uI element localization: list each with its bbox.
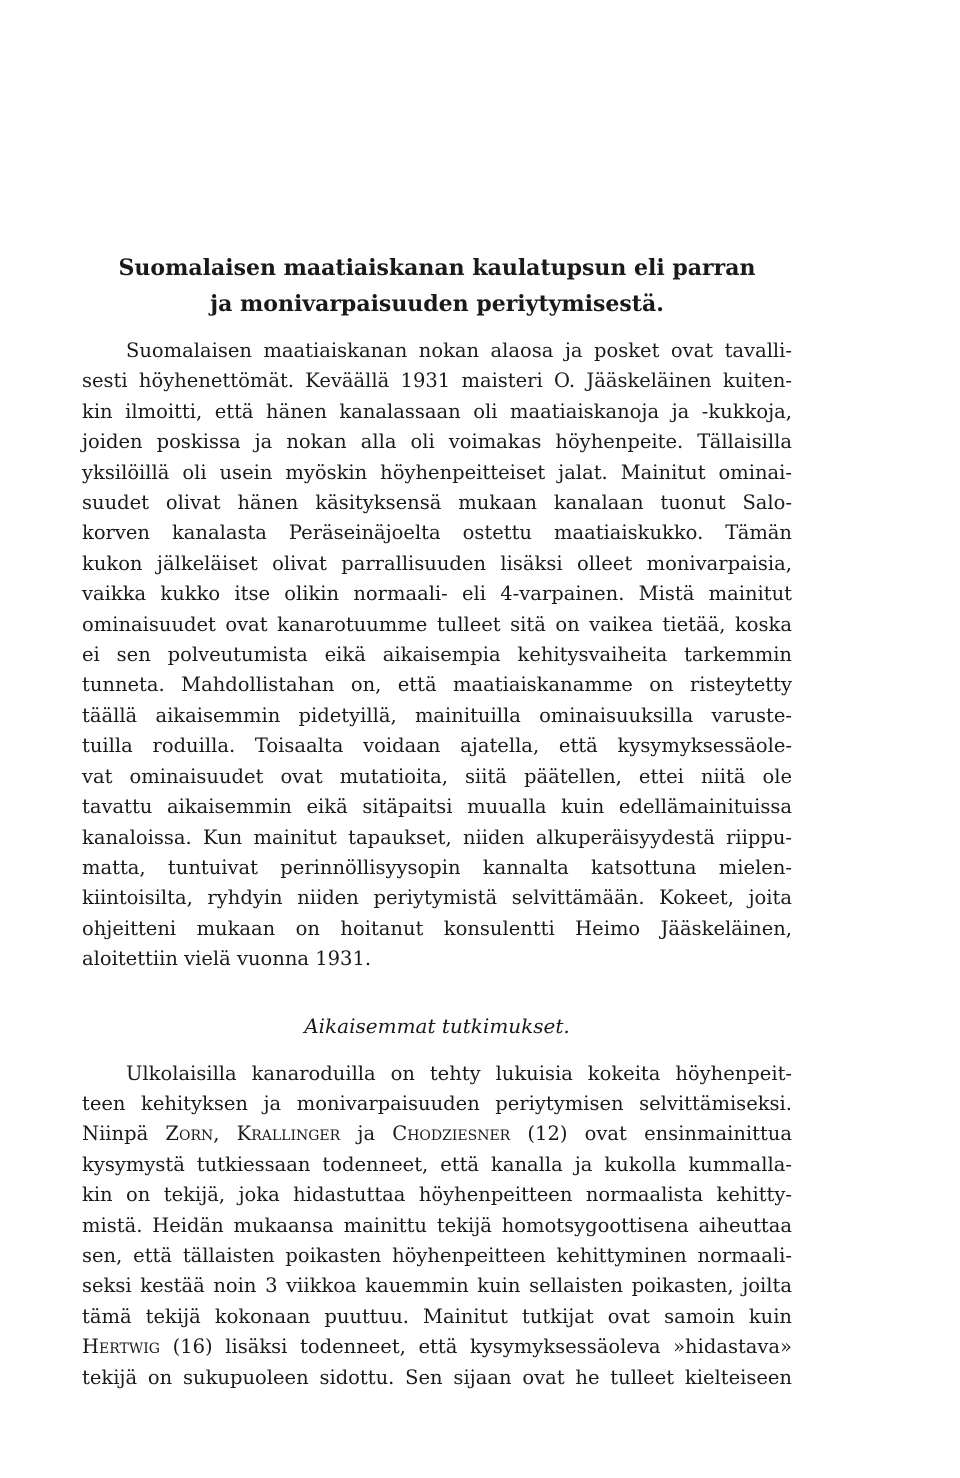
text-line: vat ominaisuudet ovat mutatioita, siitä päätellen, ettei niitä ole [82,764,792,788]
text-fragment: , [213,1122,237,1146]
title-line-1: Suomalaisen maatiaiskanan kaulatupsun eli parran [118,255,756,281]
page-title [82,250,792,322]
text-line: tekijä on sukupuoleen sidottu. Sen sijaan ovat he tulleet kielteiseen [82,1365,792,1389]
paragraph-intro [82,336,792,975]
text-line: teen kehityksen ja monivarpaisuuden periytymisen selvittämiseksi. [82,1091,792,1115]
text-fragment: (16) lisäksi todenneet, että kysymyksessäoleva »hidastava» [159,1335,792,1359]
text-line: joiden poskissa ja nokan alla oli voimakas höyhenpeite. Tällaisilla [82,430,792,454]
text-line: seksi kestää noin 3 viikkoa kauemmin kuin sellaisten poikasten, joilta [82,1274,792,1298]
author-name-hertwig: Hertwig [82,1335,160,1359]
text-line: kin ilmoitti, että hänen kanalassaan oli maatiaiskanoja ja -kukkoja, [82,399,792,423]
text-line: sesti höyhenettömät. Keväällä 1931 maisteri O. Jääskeläinen kuiten- [82,369,792,393]
text-line: suudet olivat hänen käsityksensä mukaan kanalaan tuonut Salo- [82,491,792,515]
text-line: ohjeitteni mukaan on hoitanut konsulentti Heimo Jääskeläinen, [82,916,792,940]
author-name-krallinger: Krallinger [236,1122,341,1146]
text-line: tunneta. Mahdollistahan on, että maatiaiskanamme on risteytetty [82,673,792,697]
section-heading: Aikaisemmat tutkimukset. [304,1013,570,1038]
text-line: Ulkolaisilla kanaroduilla on tehty lukuisia kokeita höyhenpeit- [126,1061,792,1085]
text-fragment: (12) ovat ensinmainittua [510,1122,792,1146]
text-line: kiintoisilta, ryhdyin niiden periytymistä selvittämään. Kokeet, joita [82,886,792,910]
text-line: tuilla roduilla. Toisaalta voidaan ajatella, että kysymyksessäole- [82,734,792,758]
text-line: aloitettiin vielä vuonna 1931. [82,947,372,971]
text-line: kanaloissa. Kun mainitut tapaukset, niiden alkuperäisyydestä riippu- [82,825,792,849]
text-fragment: Niinpä [82,1122,166,1146]
text-line: kin on tekijä, joka hidastuttaa höyhenpeitteen normaalista kehitty- [82,1183,792,1207]
text-line: ei sen polveutumista eikä aikaisempia kehitysvaiheita tarkemmin [82,643,792,667]
text-line: korven kanalasta Peräseinäjoelta ostettu maatiaiskukko. Tämän [82,521,792,545]
paragraph-previous-research [82,1059,792,1393]
document-page [82,250,792,1393]
text-line-with-authors [82,1119,792,1149]
text-line: tavattu aikaisemmin eikä sitäpaitsi muualla kuin edellämainituissa [82,795,792,819]
text-line: ominaisuudet ovat kanarotuumme tulleet sitä on vaikea tietää, koska [82,612,792,636]
text-line: kysymystä tutkiessaan todenneet, että kanalla ja kukolla kummalla- [82,1152,792,1176]
text-line: täällä aikaisemmin pidetyillä, mainituilla ominaisuuksilla varuste- [82,703,792,727]
text-fragment: ja [340,1122,393,1146]
text-line: tämä tekijä kokonaan puuttuu. Mainitut tutkijat ovat samoin kuin [82,1304,792,1328]
text-line: matta, tuntuivat perinnöllisyysopin kannalta katsottuna mielen- [82,855,792,879]
text-line: mistä. Heidän mukaansa mainittu tekijä homotsygoottisena aiheuttaa [82,1213,792,1237]
text-line: sen, että tällaisten poikasten höyhenpeitteen kehittyminen normaali- [82,1243,792,1267]
text-line-with-author [82,1332,792,1362]
author-name-zorn: Zorn [165,1122,214,1146]
text-line: yksilöillä oli usein myöskin höyhenpeitteiset jalat. Mainitut ominai- [82,460,792,484]
title-line-2: ja monivarpaisuuden periytymisestä. [210,291,664,317]
text-line: kukon jälkeläiset olivat parrallisuuden lisäksi olleet monivarpaisia, [82,551,792,575]
text-line: Suomalaisen maatiaiskanan nokan alaosa ja posket ovat tavalli- [126,339,792,362]
text-line: vaikka kukko itse olikin normaali- eli 4-varpainen. Mistä mainitut [82,582,792,606]
author-name-chodziesner: Chodziesner [392,1122,511,1146]
